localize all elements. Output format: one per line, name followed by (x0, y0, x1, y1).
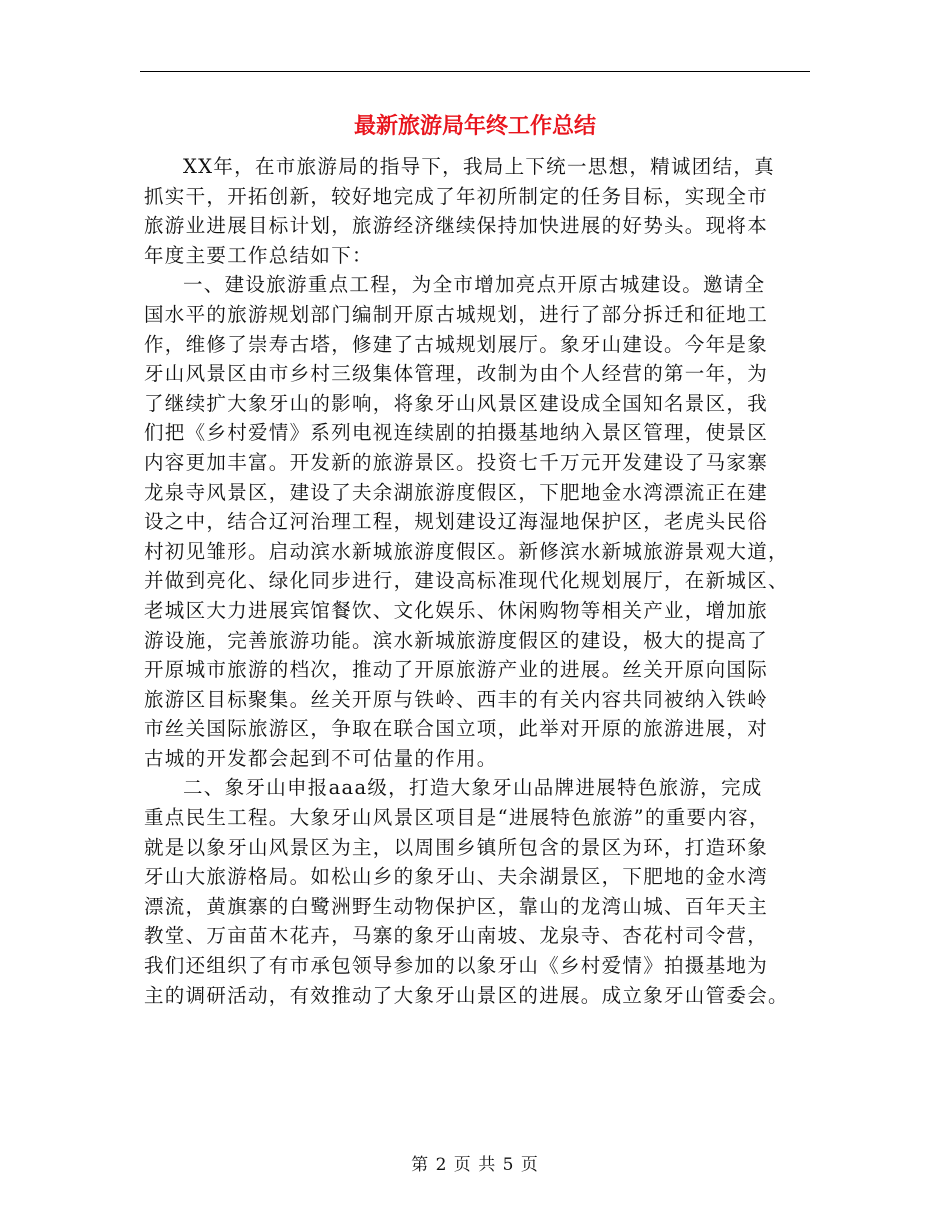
paragraph-line: 主的调研活动，有效推动了大象牙山景区的进展。成立象牙山管委会。 (144, 983, 789, 1007)
paragraph-line: 二、象牙山申报aaa级，打造大象牙山品牌进展特色旅游，完成 (183, 776, 763, 800)
paragraph-line: 牙山大旅游格局。如松山乡的象牙山、夫余湖景区，下肥地的金水湾 (144, 865, 769, 889)
paragraph-line: 并做到亮化、绿化同步进行，建设高标准现代化规划展厅，在新城区、 (144, 569, 789, 593)
paragraph-line: 们把《乡村爱情》系列电视连续剧的拍摄基地纳入景区管理，使景区 (144, 421, 769, 445)
document-body (144, 152, 808, 1010)
paragraph-line: 老城区大力进展宾馆餐饮、文化娱乐、休闲购物等相关产业，增加旅 (144, 598, 769, 622)
paragraph-line: 市丝关国际旅游区，争取在联合国立项，此举对开原的旅游进展，对 (144, 717, 769, 741)
paragraph-line: 龙泉寺风景区，建设了夫余湖旅游度假区，下肥地金水湾漂流正在建 (144, 480, 769, 504)
paragraph-line: XX年，在市旅游局的指导下，我局上下统一思想，精诚团结，真 (183, 155, 775, 178)
paragraph-line: 设之中，结合辽河治理工程，规划建设辽海湿地保护区，老虎头民俗 (144, 510, 769, 534)
header-rule (140, 71, 810, 72)
paragraph-line: 我们还组织了有市承包领导参加的以象牙山《乡村爱情》拍摄基地为 (144, 954, 769, 978)
page-number-footer: 第 2 页 共 5 页 (411, 1155, 539, 1175)
paragraph-line: 牙山风景区由市乡村三级集体管理，改制为由个人经营的第一年，为 (144, 362, 769, 386)
paragraph-line: 古城的开发都会起到不可估量的作用。 (144, 746, 498, 770)
paragraph-line: 一、建设旅游重点工程，为全市增加亮点开原古城建设。邀请全 (183, 273, 766, 297)
paragraph-line: 就是以象牙山风景区为主，以周围乡镇所包含的景区为环，打造环象 (144, 835, 769, 859)
paragraph-line: 内容更加丰富。开发新的旅游景区。投资七千万元开发建设了马家寨 (144, 450, 769, 474)
paragraph-line: 旅游区目标聚集。丝关开原与铁岭、西丰的有关内容共同被纳入铁岭 (144, 687, 769, 711)
paragraph-line: 年度主要工作总结如下： (144, 243, 373, 267)
paragraph-line: 作，维修了崇寿古塔，修建了古城规划展厅。象牙山建设。今年是象 (144, 332, 769, 356)
paragraph-line: 国水平的旅游规划部门编制开原古城规划，进行了部分拆迁和征地工 (144, 302, 769, 326)
paragraph-line: 了继续扩大象牙山的影响，将象牙山风景区建设成全国知名景区，我 (144, 391, 769, 415)
paragraph-line: 重点民生工程。大象牙山风景区项目是“进展特色旅游”的重要内容， (144, 806, 770, 830)
paragraph-line: 漂流，黄旗寨的白鹭洲野生动物保护区，靠山的龙湾山城、百年天主 (144, 894, 769, 918)
paragraph-line: 旅游业进展目标计划，旅游经济继续保持加快进展的好势头。现将本 (144, 214, 769, 238)
paragraph-line: 抓实干，开拓创新，较好地完成了年初所制定的任务目标，实现全市 (144, 184, 769, 208)
paragraph-line: 村初见雏形。启动滨水新城旅游度假区。新修滨水新城旅游景观大道， (144, 539, 789, 563)
paragraph-line: 游设施，完善旅游功能。滨水新城旅游度假区的建设，极大的提高了 (144, 628, 769, 652)
paragraph-line: 教堂、万亩苗木花卉，马寨的象牙山南坡、龙泉寺、杏花村司令营， (144, 924, 769, 948)
paragraph-line: 开原城市旅游的档次，推动了开原旅游产业的进展。丝关开原向国际 (144, 658, 769, 682)
document-title: 最新旅游局年终工作总结 (353, 114, 596, 139)
